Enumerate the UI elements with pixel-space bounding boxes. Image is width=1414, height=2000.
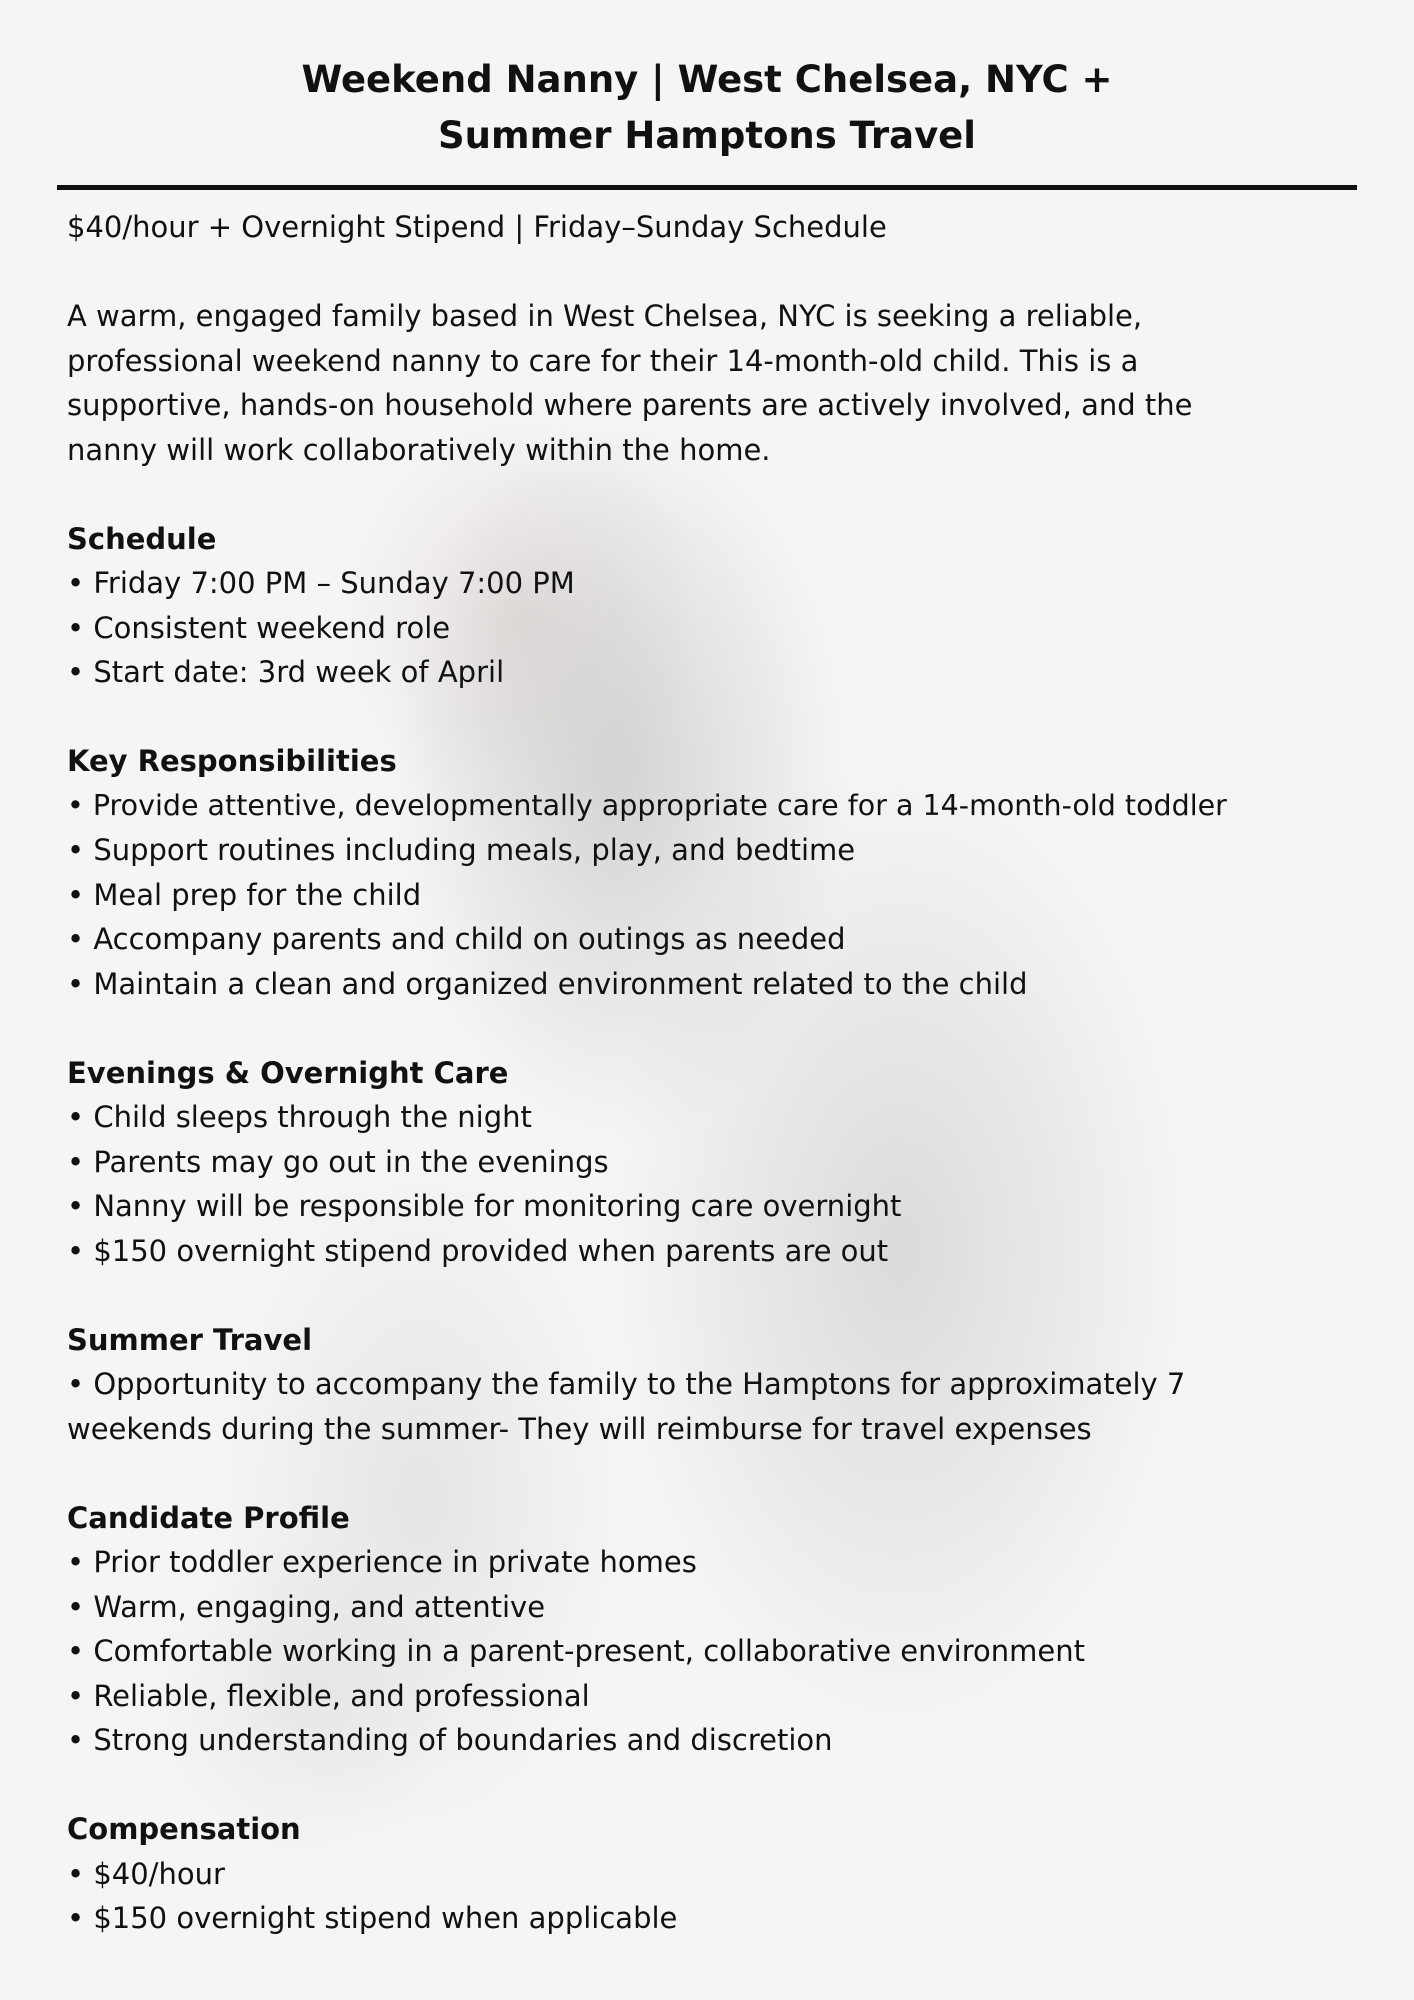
travel-line-2: weekends during the summer- They will reimburse for travel expenses: [67, 1411, 1092, 1446]
list-item: • Meal prep for the child: [67, 873, 1357, 918]
list-item: • Provide attentive, developmentally appropriate care for a 14-month-old toddler: [67, 784, 1357, 829]
intro-line-1: A warm, engaged family based in West Chelsea, NYC is seeking a reliable,: [67, 299, 1143, 333]
list-item: • Support routines including meals, play, and bedtime: [67, 828, 1357, 873]
list-item: • Reliable, flexible, and professional: [67, 1674, 1357, 1719]
list-item: • Strong understanding of boundaries and discretion: [67, 1718, 1357, 1763]
title-line-1: Weekend Nanny | West Chelsea, NYC +: [301, 58, 1113, 101]
title-line-2: Summer Hamptons Travel: [438, 114, 976, 157]
section-heading: Schedule: [67, 521, 217, 556]
intro-line-2: professional weekend nanny to care for their 14-month-old child. This is a: [67, 343, 1139, 378]
list-item: • Maintain a clean and organized environment related to the child: [67, 962, 1357, 1007]
posting-body: [67, 205, 1357, 1941]
section-heading: Candidate Profile: [67, 1500, 350, 1535]
candidate-section: [67, 1496, 1357, 1763]
section-heading: Compensation: [67, 1812, 301, 1846]
list-item: • Consistent weekend role: [67, 606, 1357, 651]
subtitle: $40/hour + Overnight Stipend | Friday–Sunday Schedule: [67, 210, 887, 244]
list-item: • Opportunity to accompany the family to the Hamptons for approximately 7: [67, 1362, 1357, 1407]
list-item: • $150 overnight stipend provided when parents are out: [67, 1229, 1357, 1274]
list-item: • Warm, engaging, and attentive: [67, 1585, 1357, 1630]
page-title: [57, 52, 1357, 164]
list-item: • Comfortable working in a parent-present, collaborative environment: [67, 1629, 1357, 1674]
list-item: • Nanny will be responsible for monitoring care overnight: [67, 1184, 1357, 1229]
section-heading: Key Responsibilities: [67, 744, 397, 778]
travel-section: [67, 1318, 1357, 1452]
schedule-section: [67, 517, 1357, 695]
list-item: • Child sleeps through the night: [67, 1095, 1357, 1140]
list-item: • Prior toddler experience in private homes: [67, 1540, 1357, 1585]
list-item: • Accompany parents and child on outings as needed: [67, 917, 1357, 962]
overnight-section: [67, 1051, 1357, 1274]
responsibilities-section: [67, 739, 1357, 1006]
intro-paragraph: [67, 294, 1357, 472]
intro-line-4: nanny will work collaboratively within the home.: [67, 432, 771, 467]
title-divider: [57, 185, 1357, 190]
compensation-section: [67, 1807, 1357, 1941]
section-heading: Summer Travel: [67, 1322, 313, 1357]
intro-line-3: supportive, hands-on household where parents are actively involved, and the: [67, 388, 1193, 422]
list-item: • Parents may go out in the evenings: [67, 1140, 1357, 1185]
list-item: • Start date: 3rd week of April: [67, 650, 1357, 695]
section-heading: Evenings & Overnight Care: [67, 1055, 509, 1090]
list-item: • $40/hour: [67, 1852, 1357, 1897]
list-item: • Friday 7:00 PM – Sunday 7:00 PM: [67, 561, 1357, 606]
list-item: • $150 overnight stipend when applicable: [67, 1896, 1357, 1941]
